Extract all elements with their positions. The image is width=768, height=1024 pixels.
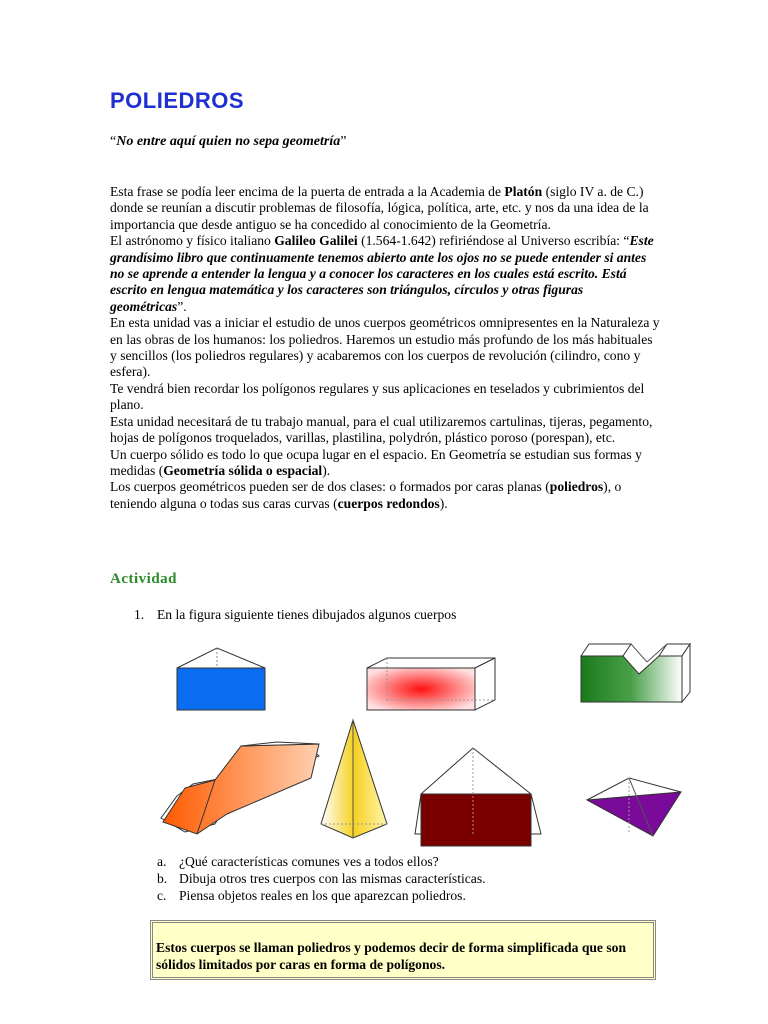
paragraph-materials: Esta unidad necesitará de tu trabajo manual, para el cual utilizaremos cartulinas, tijeras, pegamento, hojas de polígonos troquelados, varillas, plastilina, polydrón, plástico poroso (porespan), etc. <box>110 413 653 446</box>
rectangular-prism-red <box>367 658 495 710</box>
activity-item-1: 1. En la figura siguiente tienes dibujados algunos cuerpos <box>134 607 457 622</box>
activity-heading: Actividad <box>110 571 178 587</box>
activity-subitems <box>157 853 486 904</box>
subitem-b: b. Dibuja otros tres cuerpos con las mismas características. <box>157 871 486 886</box>
subitem-c: c. Piensa objetos reales en los que aparezcan poliedros. <box>157 888 466 903</box>
polyhedra-figure <box>157 638 704 848</box>
paragraph-solid: Un cuerpo sólido es todo lo que ocupa lugar en el espacio. En Geometría se estudian sus formas y medidas (Geometría sólida o espacial). <box>110 446 642 478</box>
subitem-a: a. ¿Qué características comunes ves a todos ellos? <box>157 854 439 869</box>
paragraph-platon: Esta frase se podía leer encima de la puerta de entrada a la Academia de Platón (siglo IV a. de C.) donde se reunían a discutir problemas de filosofía, lógica, política, arte, etc. y nos da una idea de la importancia que desde antiguo se ha concedido al conocimiento de la Geometría. <box>110 184 649 232</box>
paragraph-unit: En esta unidad vas a iniciar el estudio de unos cuerpos geométricos omnipresentes en la Naturaleza y en las obras de los humanos: los poliedros. Haremos un estudio más profundo de los más habituales y sencillos (los poliedros regulares) y acabaremos con los cuerpos de revolución (cilindro, cono y esfera). <box>110 315 660 380</box>
body-text <box>110 184 660 512</box>
definition-box <box>150 920 656 980</box>
definition-text: Estos cuerpos se llaman poliedros y podemos decir de forma simplificada que son sólidos limitados por caras en forma de polígonos. <box>156 940 627 972</box>
paragraph-polygons: Te vendrá bien recordar los polígonos regulares y sus aplicaciones en teselados y cubrimientos del plano. <box>110 380 645 413</box>
paragraph-classes: Los cuerpos geométricos pueden ser de dos clases: o formados por caras planas (poliedros), o teniendo alguna o todas sus caras curvas (cuerpos redondos). <box>110 479 622 511</box>
paragraph-galileo: El astrónomo y físico italiano Galileo Galilei (1.564-1.642) refiriéndose al Universo escribía: “Este grandísimo libro que continuamente tenemos abierto ante los ojos no se puede entender si antes no se aprende a entender la lengua y a conocer los caracteres en los cuales está escrito. Está escrito en lengua matemática y los caracteres son triángulos, círculos y otras figuras geométricas”. <box>110 233 654 314</box>
page-title: POLIEDROS <box>110 88 245 113</box>
quote: “No entre aquí quien no sepa geometría” <box>110 134 347 149</box>
